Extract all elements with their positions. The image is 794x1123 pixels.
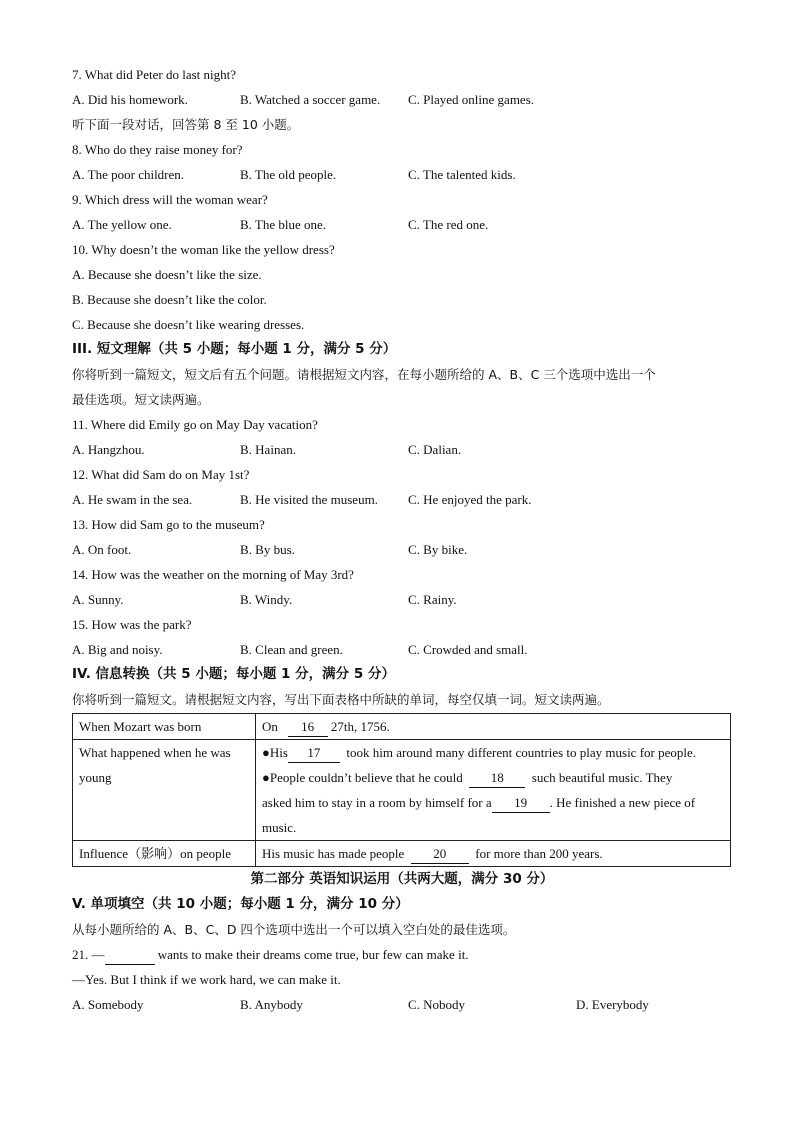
options-7 xyxy=(72,87,732,112)
options-21 xyxy=(72,992,732,1017)
blank-18[interactable]: 18 xyxy=(469,769,525,788)
option-15b: B. Clean and green. xyxy=(240,642,343,657)
table-cell-influence: His music has made people 20 for more than 200 years. xyxy=(256,841,731,867)
option-13c: C. By bike. xyxy=(408,542,468,557)
option-13a: A. On foot. xyxy=(72,542,132,557)
options-15 xyxy=(72,637,732,662)
option-15a: A. Big and noisy. xyxy=(72,642,163,657)
section-5-instruction: 从每小题所给的 A、B、C、D 四个选项中选出一个可以填入空白处的最佳选项。 xyxy=(72,922,516,937)
section-4-instruction: 你将听到一篇短文。请根据短文内容，写出下面表格中所缺的单词，每空仅填一词。短文读两遍。 xyxy=(72,692,610,707)
question-9: 9. Which dress will the woman wear? xyxy=(72,192,268,207)
table-cell-young: ●His 17 took him around many different countries to play music for people. ●People couldn’t believe that he could 18 such beautiful music. They asked him to stay in a room by himself for a 19 . He finished a new piece of music. xyxy=(256,740,731,841)
table-label-birth: When Mozart was born xyxy=(73,714,256,740)
option-14a: A. Sunny. xyxy=(72,592,124,607)
info-table xyxy=(72,713,731,867)
option-8a: A. The poor children. xyxy=(72,167,185,182)
section-4-title: IV. 信息转换（共 5 小题；每小题 1 分，满分 5 分） xyxy=(72,666,395,682)
table-label-young: What happened when he was young xyxy=(73,740,256,841)
exam-page xyxy=(72,62,732,1017)
table-label-influence: Influence（影响）on people xyxy=(73,841,256,867)
option-12b: B. He visited the museum. xyxy=(240,492,378,507)
question-21: 21. — wants to make their dreams come true, bur few can make it. xyxy=(72,942,732,967)
table-row xyxy=(73,714,731,740)
section-3-title: III. 短文理解（共 5 小题；每小题 1 分，满分 5 分） xyxy=(72,341,397,357)
option-21a: A. Somebody xyxy=(72,997,144,1012)
option-11b: B. Hainan. xyxy=(240,442,296,457)
option-7a: A. Did his homework. xyxy=(72,92,188,107)
options-14 xyxy=(72,587,732,612)
options-8 xyxy=(72,162,732,187)
blank-21[interactable] xyxy=(105,946,155,965)
option-13b: B. By bus. xyxy=(240,542,295,557)
option-7b: B. Watched a soccer game. xyxy=(240,92,381,107)
table-row xyxy=(73,740,731,841)
instruction-8-10: 听下面一段对话，回答第 8 至 10 小题。 xyxy=(72,117,300,132)
option-15c: C. Crowded and small. xyxy=(408,642,528,657)
option-10c: C. Because she doesn’t like wearing dresses. xyxy=(72,317,305,332)
section-5-title: V. 单项填空（共 10 小题；每小题 1 分，满分 10 分） xyxy=(72,896,409,912)
part-2-title: 第二部分 英语知识运用（共两大题，满分 30 分） xyxy=(250,871,554,887)
option-8b: B. The old people. xyxy=(240,167,337,182)
option-12a: A. He swam in the sea. xyxy=(72,492,193,507)
option-8c: C. The talented kids. xyxy=(408,167,516,182)
table-row xyxy=(73,841,731,867)
question-15: 15. How was the park? xyxy=(72,617,192,632)
options-11 xyxy=(72,437,732,462)
options-12 xyxy=(72,487,732,512)
question-8: 8. Who do they raise money for? xyxy=(72,142,243,157)
question-7: 7. What did Peter do last night? xyxy=(72,67,237,82)
question-13: 13. How did Sam go to the museum? xyxy=(72,517,265,532)
question-21-reply: —Yes. But I think if we work hard, we can make it. xyxy=(72,972,341,987)
options-9 xyxy=(72,212,732,237)
option-11c: C. Dalian. xyxy=(408,442,462,457)
blank-17[interactable]: 17 xyxy=(288,744,340,763)
option-9c: C. The red one. xyxy=(408,217,489,232)
option-7c: C. Played online games. xyxy=(408,92,535,107)
blank-19[interactable]: 19 xyxy=(492,794,550,813)
table-cell-birth: On 16 27th, 1756. xyxy=(256,714,731,740)
options-13 xyxy=(72,537,732,562)
option-14c: C. Rainy. xyxy=(408,592,457,607)
question-11: 11. Where did Emily go on May Day vacation? xyxy=(72,417,318,432)
question-12: 12. What did Sam do on May 1st? xyxy=(72,467,250,482)
section-3-instruction-line-1: 你将听到一篇短文，短文后有五个问题。请根据短文内容，在每小题所给的 A、B、C 三个选项中选出一个 xyxy=(72,367,656,382)
option-21c: C. Nobody xyxy=(408,997,466,1012)
option-12c: C. He enjoyed the park. xyxy=(408,492,532,507)
option-10a: A. Because she doesn’t like the size. xyxy=(72,267,262,282)
question-10: 10. Why doesn’t the woman like the yellow dress? xyxy=(72,242,335,257)
option-9b: B. The blue one. xyxy=(240,217,327,232)
option-21b: B. Anybody xyxy=(240,997,303,1012)
option-21d: D. Everybody xyxy=(576,997,649,1012)
question-14: 14. How was the weather on the morning of May 3rd? xyxy=(72,567,354,582)
blank-20[interactable]: 20 xyxy=(411,845,469,864)
blank-16[interactable]: 16 xyxy=(288,718,328,737)
option-9a: A. The yellow one. xyxy=(72,217,172,232)
option-10b: B. Because she doesn’t like the color. xyxy=(72,292,267,307)
option-11a: A. Hangzhou. xyxy=(72,442,145,457)
section-3-instruction-line-2: 最佳选项。短文读两遍。 xyxy=(72,392,210,407)
option-14b: B. Windy. xyxy=(240,592,293,607)
